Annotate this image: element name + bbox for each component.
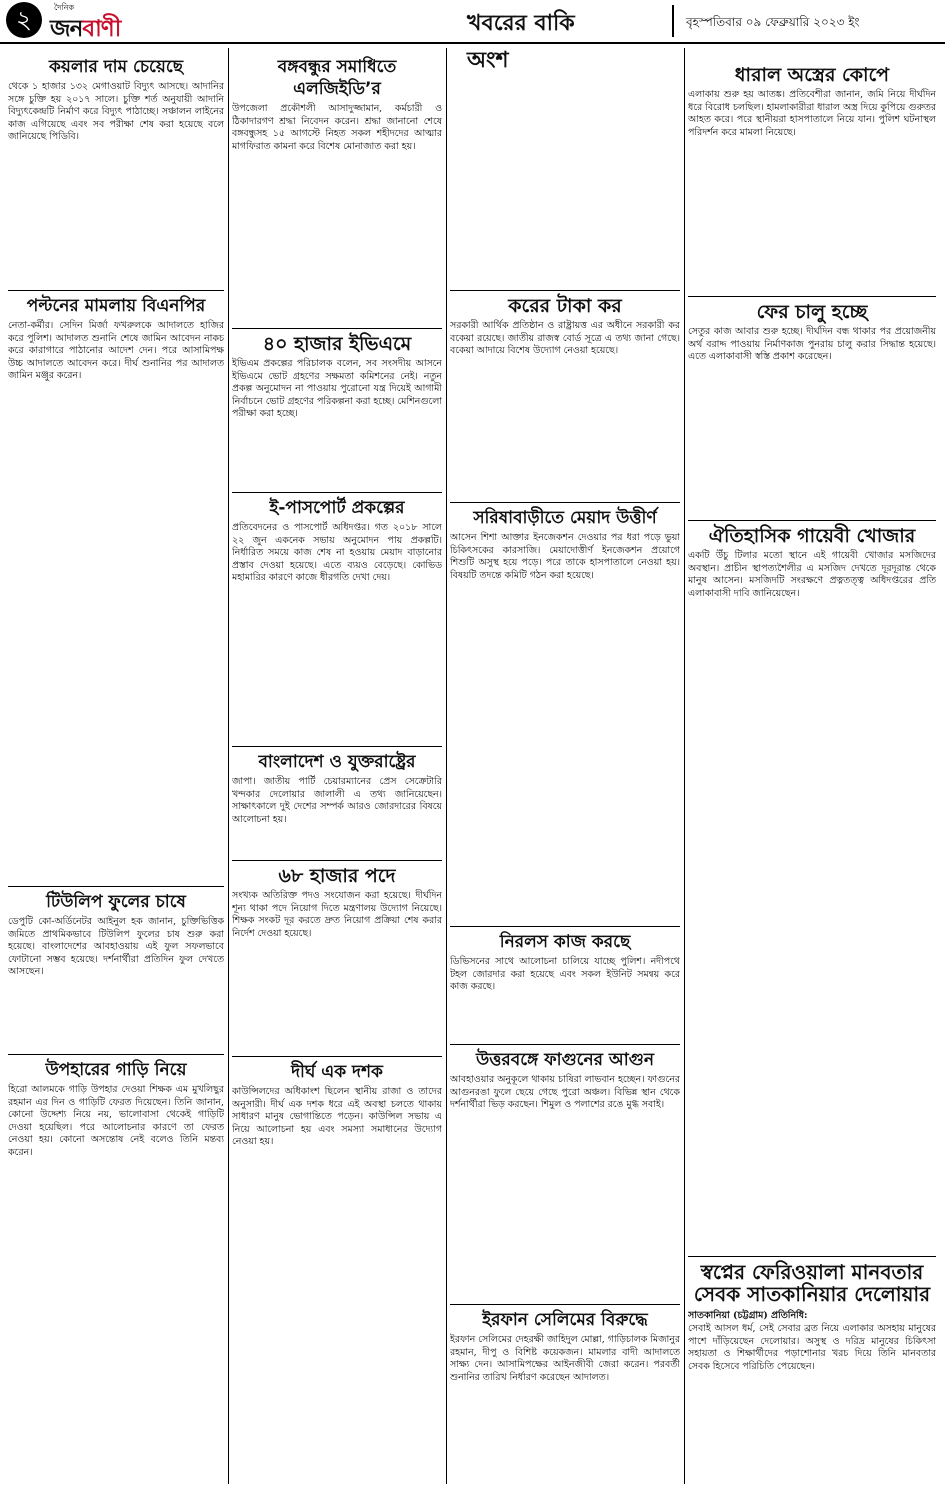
column-rule bbox=[228, 48, 229, 1484]
headline: নিরলস কাজ করছে bbox=[499, 932, 631, 952]
article-body: ডিভিসনের সাথে আলোচনা চালিয়ে যাচ্ছে পুলিশ। নদীপথে টহল জোরদার করা হয়েছে এবং সকল ইউনিট সমন্বয় করে কাজ করছে। bbox=[450, 956, 680, 992]
article-passport bbox=[232, 492, 442, 747]
headline: বঙ্গবন্ধুর সমাধিতে এলজিইডি’র bbox=[277, 57, 397, 99]
article-sariakandi bbox=[450, 502, 680, 927]
headline: উত্তরবঙ্গে ফাগুনের আগুন bbox=[476, 1050, 654, 1070]
article-gift bbox=[8, 1054, 224, 1484]
headline: বাংলাদেশ ও যুক্তরাষ্ট্রের bbox=[258, 752, 416, 772]
column-rule bbox=[684, 48, 685, 1484]
article-body: কাউন্সিলদের অধিকাংশ ছিলেন স্থানীয় রাজা ও তাদের অনুসারী। দীর্ঘ এক দশক ধরে এই অবস্থা চলতে থাকায় সাধারণ মানুষ ভোগান্তিতে পড়েন। কাউন্সিল সভায় এ নিয়ে আলোচনা হয় এবং সমস্যা সমাধানের উদ্যোগ নেওয়া হয়। bbox=[232, 1086, 442, 1147]
headline: ফের চালু হচ্ছে bbox=[756, 301, 868, 323]
article-coal bbox=[8, 56, 224, 286]
column-rule bbox=[446, 48, 447, 1484]
brand-logo-part-a: জন bbox=[50, 16, 83, 42]
brand-logo bbox=[50, 10, 120, 49]
headline: ই-পাসপোর্ট প্রকল্পের bbox=[269, 498, 405, 518]
article-68k-posts bbox=[232, 860, 442, 1057]
masthead-divider bbox=[672, 5, 674, 37]
headline: ৬৮ হাজার পদে bbox=[278, 865, 396, 887]
article-body: ইরফান সেলিমের দেহরক্ষী জাহিদুল মোল্লা, গাড়িচালক মিজানুর রহমান, দীপু ও বিশিষ্ট কয়েকজন। মামলার বাদী আদালতে সাক্ষ্য দেন। আসামিপক্ষের আইনজীবী জেরা করেন। পরবর্তী শুনানির তারিখ নির্ধারণ করেছেন আদালত। bbox=[450, 1334, 680, 1383]
article-body: ইভিএম প্রকল্পের পরিচালক বলেন, সব সংসদীয় আসনে ইভিএমে ভোট গ্রহণের সক্ষমতা কমিশনের নেই। নতুন প্রকল্প অনুমোদন না পাওয়ায় পুরোনো যন্ত্র দিয়েই আগামী নির্বাচনে ভোট গ্রহণের পরিকল্পনা করা হচ্ছে। মেশিনগুলো পরীক্ষা করা হচ্ছে। bbox=[232, 358, 442, 419]
article-sharp-weapon bbox=[688, 64, 936, 292]
issue-date: বৃহস্পতিবার ০৯ ফেব্রুয়ারি ২০২৩ ইং bbox=[686, 15, 860, 29]
dateline: সাতকানিয়া (চট্টগ্রাম) প্রতিনিধি: bbox=[688, 1310, 808, 1321]
masthead-daily: দৈনিক bbox=[54, 3, 75, 12]
headline: ৪০ হাজার ইভিএমে bbox=[262, 333, 412, 355]
article-body: এলাকায় শুরু হয় আতঙ্ক। প্রতিবেশীরা জানান, জমি নিয়ে দীর্ঘদিন ধরে বিরোধ চলছিল। হামলাকারীরা ধারাল অস্ত্র দিয়ে কুপিয়ে গুরুতর আহত করে। পরে স্থানীয়রা হাসপাতালে নিয়ে যান। পুলিশ ঘটনাস্থল পরিদর্শন করে মামলা নিয়েছে। bbox=[688, 89, 936, 138]
article-body: একটি উঁচু টিলার মতো স্থানে এই গায়েবী খোজার মসজিদের অবস্থান। প্রাচীন স্থাপত্যশৈলীর এ মসজিদ দেখতে দূরদূরান্ত থেকে মানুষ আসেন। মসজিদটি সংরক্ষণে প্রত্নতত্ত্ব অধিদপ্তরের প্রতি এলাকাবাসী দাবি জানিয়েছেন। bbox=[688, 550, 936, 599]
article-body: প্রতিবেদনের ও পাসপোর্ট অধিদপ্তর। গত ২০১৮ সালে ২২ জুন একনেক সভায় অনুমোদন পায় প্রকল্পটি। নির্ধারিত সময়ে কাজ শেষ না হওয়ায় মেয়াদ বাড়ানোর প্রস্তাব দেওয়া হয়েছে। এতে ব্যয়ও বেড়েছে। কোভিড মহামারির কারণে কাজে ধীরগতি দেখা দেয়। bbox=[232, 522, 442, 583]
article-irfan bbox=[450, 1304, 680, 1485]
headline: দীর্ঘ এক দশক bbox=[291, 1062, 383, 1082]
article-body: সেবাই আসল ধর্ম, সেই সেবার ব্রত নিয়ে এলাকার অসহায় মানুষের পাশে দাঁড়িয়েছেন দেলোয়ার। অসুস্থ ও দরিদ্র মানুষের চিকিৎসা সহায়তা ও শিক্ষার্থীদের পড়াশোনার খরচ দিয়ে তিনি মানবতার সেবক হিসেবে পরিচিতি পেয়েছেন। bbox=[688, 1323, 936, 1372]
headline: কয়লার দাম চেয়েছে bbox=[48, 57, 184, 77]
article-tax bbox=[450, 290, 680, 503]
article-heritage bbox=[688, 520, 936, 1257]
article-body: নেতা-কর্মীর। সেদিন মির্জা ফখরুলকে আদালতে হাজির করে পুলিশ। আদালত শুনানি শেষে জামিন আবেদন নাকচ করে কারাগারে পাঠানোর আদেশ দেন। পরে আসামিপক্ষ উচ্চ আদালতে আবেদন করে। দীর্ঘ শুনানির পর আদালত জামিন মঞ্জুর করেন। bbox=[8, 320, 224, 381]
headline: টিউলিপ ফুলের চাষে bbox=[46, 892, 186, 912]
section-title: খবরের বাকি অংশ bbox=[467, 11, 575, 73]
headline: উপহারের গাড়ি নিয়ে bbox=[45, 1060, 187, 1080]
article-body: সেতুর কাজ আবার শুরু হচ্ছে। দীর্ঘদিন বন্ধ থাকার পর প্রয়োজনীয় অর্থ বরাদ্দ পাওয়ায় নির্মাণকাজ পুনরায় চালু করার সিদ্ধান্ত হয়েছে। এতে এলাকাবাসী স্বস্তি প্রকাশ করেছেন। bbox=[688, 326, 936, 362]
page-number: ২ bbox=[6, 2, 42, 38]
article-niralas bbox=[450, 926, 680, 1045]
article-paltan bbox=[8, 290, 224, 875]
article-body: জাপা। জাতীয় পার্টি চেয়ারম্যানের প্রেস সেক্রেটারি খন্দকার দেলোয়ার জালালী এ তথ্য জানিয়েছেন। সাক্ষাৎকালে দুই দেশের সম্পর্ক আরও জোরদারের বিষয়ে আলোচনা হয়। bbox=[232, 776, 442, 825]
brand-logo-part-b: বাণী bbox=[82, 16, 121, 42]
article-body: থেকে ১ হাজার ১৩২ মেগাওয়াট বিদ্যুৎ আসছে। আদানির সঙ্গে চুক্তি হয় ২০১৭ সালে। চুক্তি শর্ত অনুযায়ী আদানি বিদ্যুৎকেন্দ্রটি নির্মাণ করে বিদ্যুৎ পাঠাচ্ছে। সঞ্চালন লাইনের কাজ এগিয়েছে এবং সব পরীক্ষা শেষ করা হয়েছে বলে জানিয়েছে পিডিবি। bbox=[8, 81, 224, 142]
article-body: আবহাওয়ার অনুকূলে থাকায় চাষিরা লাভবান হচ্ছেন। ফাগুনের আগুনরঙা ফুলে ছেয়ে গেছে পুরো অঞ্চল। বিভিন্ন স্থান থেকে দর্শনার্থীরা ভিড় করছেন। শিমুল ও পলাশের রঙে মুগ্ধ সবাই। bbox=[450, 1074, 680, 1110]
article-tulip bbox=[8, 886, 224, 1049]
headline: ধারাল অস্ত্রের কোপে bbox=[734, 64, 890, 86]
article-body: আসেন শিশা আক্তার ইনজেকশন দেওয়ার পর ধরা পড়ে ভুয়া চিকিৎসকের কারসাজি। মেয়াদোত্তীর্ণ ইনজেকশন প্রয়োগে শিশুটি অসুস্থ হয়ে পড়ে। পরে তাকে হাসপাতালে নেওয়া হয়। বিষয়টি তদন্তে কমিটি গঠন করা হয়েছে। bbox=[450, 532, 680, 581]
article-decade bbox=[232, 1056, 442, 1485]
headline: পল্টনের মামলায় বিএনপির bbox=[26, 296, 206, 316]
article-bangabandhu bbox=[232, 56, 442, 324]
article-evm bbox=[232, 328, 442, 493]
headline: সরিষাবাড়ীতে মেয়াদ উত্তীর্ণ bbox=[473, 508, 657, 528]
headline: করের টাকা কর bbox=[508, 295, 622, 317]
article-fire bbox=[450, 1044, 680, 1305]
article-body: উপজেলা প্রকৌশলী আসাদুজ্জামান, কর্মচারী ও ঠিকাদারগণ শ্রদ্ধা নিবেদন করেন। শ্রদ্ধা জানানো শেষে বঙ্গবন্ধুসহ ১৫ আগস্টে নিহত সকল শহীদদের আত্মার মাগফিরাত কামনা করে বিশেষ মোনাজাত করা হয়। bbox=[232, 103, 442, 152]
article-body: সরকারী আর্থিক প্রতিষ্ঠান ও রাষ্ট্রায়ত্ত এর অধীনে সরকারী কর বকেয়া রয়েছে। জাতীয় রাজস্ব বোর্ড সূত্রে এ তথ্য জানা গেছে। বকেয়া আদায়ে বিশেষ উদ্যোগ নেওয়া হয়েছে। bbox=[450, 320, 680, 356]
article-body: ডেপুটি কো-অর্ডিনেটর আইনুল হক জানান, চুক্তিভিত্তিক জমিতে প্রাথমিকভাবে টিউলিপ ফুলের চাষ শুরু করা হয়েছে। বাংলাদেশের আবহাওয়ায় এই ফুল সফলভাবে ফোটানো সম্ভব হয়েছে। দর্শনার্থীরা প্রতিদিন ফুল দেখতে আসছেন। bbox=[8, 916, 224, 977]
headline: স্বপ্নের ফেরিওয়ালা মানবতার সেবক সাতকানিয়ার দেলোয়ার bbox=[693, 1260, 931, 1306]
article-body: সংখ্যক অতিরিক্ত পদও সংযোজন করা হয়েছে। দীর্ঘদিন শূন্য থাকা পদে নিয়োগ দিতে মন্ত্রণালয় উদ্যোগ নিয়েছে। শিক্ষক সংকট দূর করতে দ্রুত নিয়োগ প্রক্রিয়া শেষ করার নির্দেশ দেওয়া হয়েছে। bbox=[232, 890, 442, 939]
headline: ইরফান সেলিমের বিরুদ্ধে bbox=[482, 1310, 648, 1330]
article-dream bbox=[688, 1256, 936, 1485]
headline: ঐতিহাসিক গায়েবী খোজার bbox=[708, 525, 916, 547]
article-restart bbox=[688, 296, 936, 521]
article-bd-us bbox=[232, 746, 442, 861]
article-body: হিরো আলমকে গাড়ি উপহার দেওয়া শিক্ষক এম মুখলিছুর রহমান এর দিন ও গাড়িটি ফেরত দিয়েছেন। তিনি জানান, কোনো উদ্দেশ্য নিয়ে নয়, ভালোবাসা থেকেই গাড়িটি দেওয়া হয়েছিল। পরে আলোচনার কারণে তা ফেরত নেওয়া হয়। কোনো অসন্তোষ নেই বলেও তিনি মন্তব্য করেন। bbox=[8, 1084, 224, 1158]
